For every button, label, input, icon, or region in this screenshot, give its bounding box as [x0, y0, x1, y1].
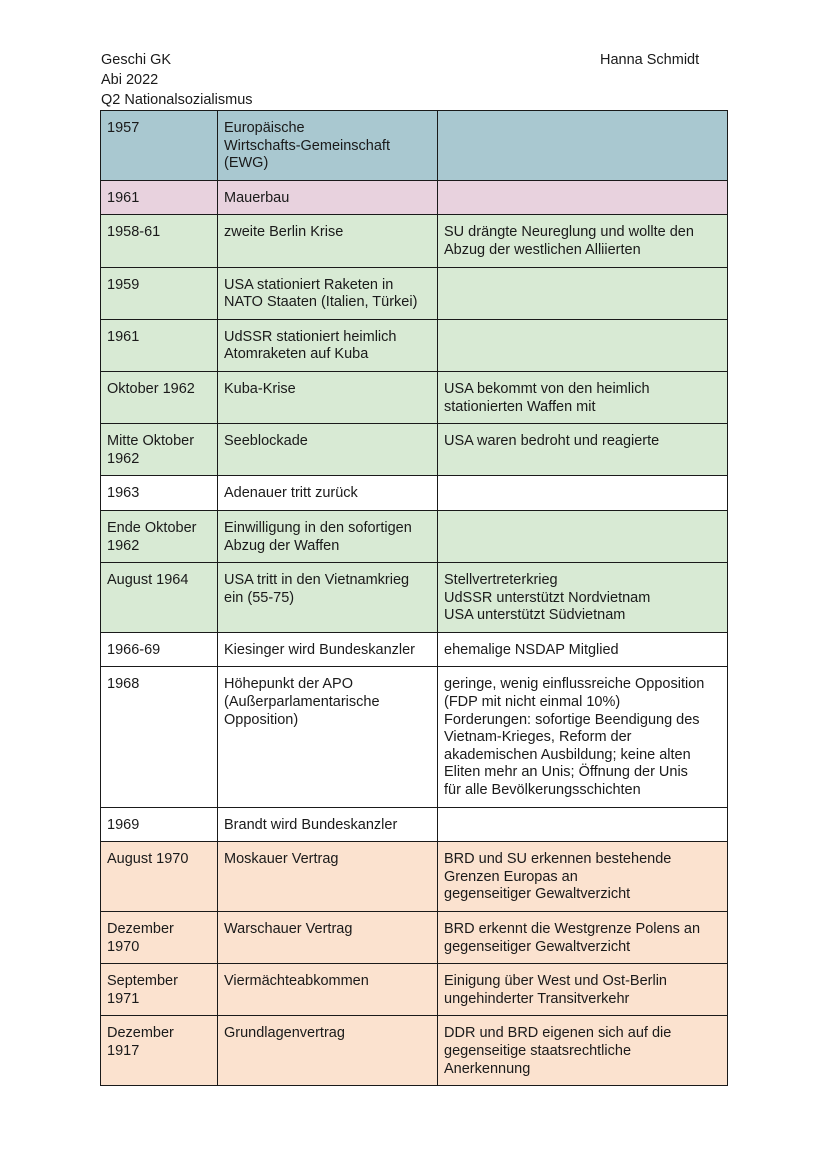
note-cell: BRD und SU erkennen bestehende Grenzen Europas an gegenseitiger Gewaltverzicht — [438, 842, 728, 912]
event-cell: UdSSR stationiert heimlich Atomraketen auf Kuba — [218, 319, 438, 371]
event-cell: Seeblockade — [218, 424, 438, 476]
event-cell: Mauerbau — [218, 180, 438, 215]
table-row — [101, 807, 728, 842]
date-cell: Oktober 1962 — [101, 371, 218, 423]
topic-label: Q2 Nationalsozialismus — [101, 92, 253, 108]
table-row — [101, 111, 728, 181]
timeline-table — [100, 110, 728, 1086]
event-cell: zweite Berlin Krise — [218, 215, 438, 267]
note-cell: SU drängte Neureglung und wollte den Abzug der westlichen Alliierten — [438, 215, 728, 267]
date-cell: 1957 — [101, 111, 218, 181]
date-cell: 1961 — [101, 319, 218, 371]
event-cell: Grundlagenvertrag — [218, 1016, 438, 1086]
date-cell: 1966-69 — [101, 632, 218, 667]
event-cell: Kiesinger wird Bundeskanzler — [218, 632, 438, 667]
year-label: Abi 2022 — [101, 72, 159, 88]
date-cell: Dezember 1970 — [101, 912, 218, 964]
table-row — [101, 632, 728, 667]
note-cell — [438, 111, 728, 181]
note-cell — [438, 319, 728, 371]
table-row — [101, 1016, 728, 1086]
date-cell: 1968 — [101, 667, 218, 807]
note-cell: DDR und BRD eigenen sich auf die gegenseitige staatsrechtliche Anerkennung — [438, 1016, 728, 1086]
date-cell: Ende Oktober 1962 — [101, 510, 218, 562]
note-cell — [438, 510, 728, 562]
date-cell: 1958-61 — [101, 215, 218, 267]
date-cell: 1959 — [101, 267, 218, 319]
note-cell: ehemalige NSDAP Mitglied — [438, 632, 728, 667]
table-row — [101, 319, 728, 371]
table-row — [101, 912, 728, 964]
event-cell: Kuba-Krise — [218, 371, 438, 423]
note-cell: USA bekommt von den heimlich stationierten Waffen mit — [438, 371, 728, 423]
table-row — [101, 667, 728, 807]
event-cell: Adenauer tritt zurück — [218, 476, 438, 511]
event-cell: Viermächteabkommen — [218, 964, 438, 1016]
date-cell: September 1971 — [101, 964, 218, 1016]
event-cell: Einwilligung in den sofortigen Abzug der Waffen — [218, 510, 438, 562]
date-cell: 1963 — [101, 476, 218, 511]
note-cell: Einigung über West und Ost-Berlin ungehinderter Transitverkehr — [438, 964, 728, 1016]
note-cell — [438, 476, 728, 511]
note-cell — [438, 267, 728, 319]
date-cell: August 1970 — [101, 842, 218, 912]
table-row — [101, 964, 728, 1016]
note-cell: geringe, wenig einflussreiche Opposition (FDP mit nicht einmal 10%) Forderungen: sofortige Beendigung des Vietnam-Krieges, Reform der akademischen Ausbildung; keine alten Eliten mehr an Unis; Öffnung der Unis für alle Bevölkerungsschichten — [438, 667, 728, 807]
event-cell: Europäische Wirtschafts-Gemeinschaft (EWG) — [218, 111, 438, 181]
date-cell: August 1964 — [101, 563, 218, 633]
date-cell: 1961 — [101, 180, 218, 215]
event-cell: USA tritt in den Vietnamkrieg ein (55-75) — [218, 563, 438, 633]
header-left — [101, 50, 253, 110]
date-cell: 1969 — [101, 807, 218, 842]
table-row — [101, 476, 728, 511]
course-label: Geschi GK — [101, 52, 172, 68]
note-cell — [438, 180, 728, 215]
timeline-body — [101, 111, 728, 1086]
event-cell: Höhepunkt der APO (Außerparlamentarische Opposition) — [218, 667, 438, 807]
table-row — [101, 215, 728, 267]
event-cell: Brandt wird Bundeskanzler — [218, 807, 438, 842]
note-cell: BRD erkennt die Westgrenze Polens an gegenseitiger Gewaltverzicht — [438, 912, 728, 964]
event-cell: USA stationiert Raketen in NATO Staaten (Italien, Türkei) — [218, 267, 438, 319]
table-row — [101, 424, 728, 476]
table-row — [101, 842, 728, 912]
event-cell: Warschauer Vertrag — [218, 912, 438, 964]
table-row — [101, 371, 728, 423]
note-cell: Stellvertreterkrieg UdSSR unterstützt Nordvietnam USA unterstützt Südvietnam — [438, 563, 728, 633]
author-name: Hanna Schmidt — [600, 52, 700, 68]
table-row — [101, 180, 728, 215]
event-cell: Moskauer Vertrag — [218, 842, 438, 912]
note-cell — [438, 807, 728, 842]
table-row — [101, 267, 728, 319]
date-cell: Mitte Oktober 1962 — [101, 424, 218, 476]
table-row — [101, 510, 728, 562]
note-cell: USA waren bedroht und reagierte — [438, 424, 728, 476]
date-cell: Dezember 1917 — [101, 1016, 218, 1086]
table-row — [101, 563, 728, 633]
